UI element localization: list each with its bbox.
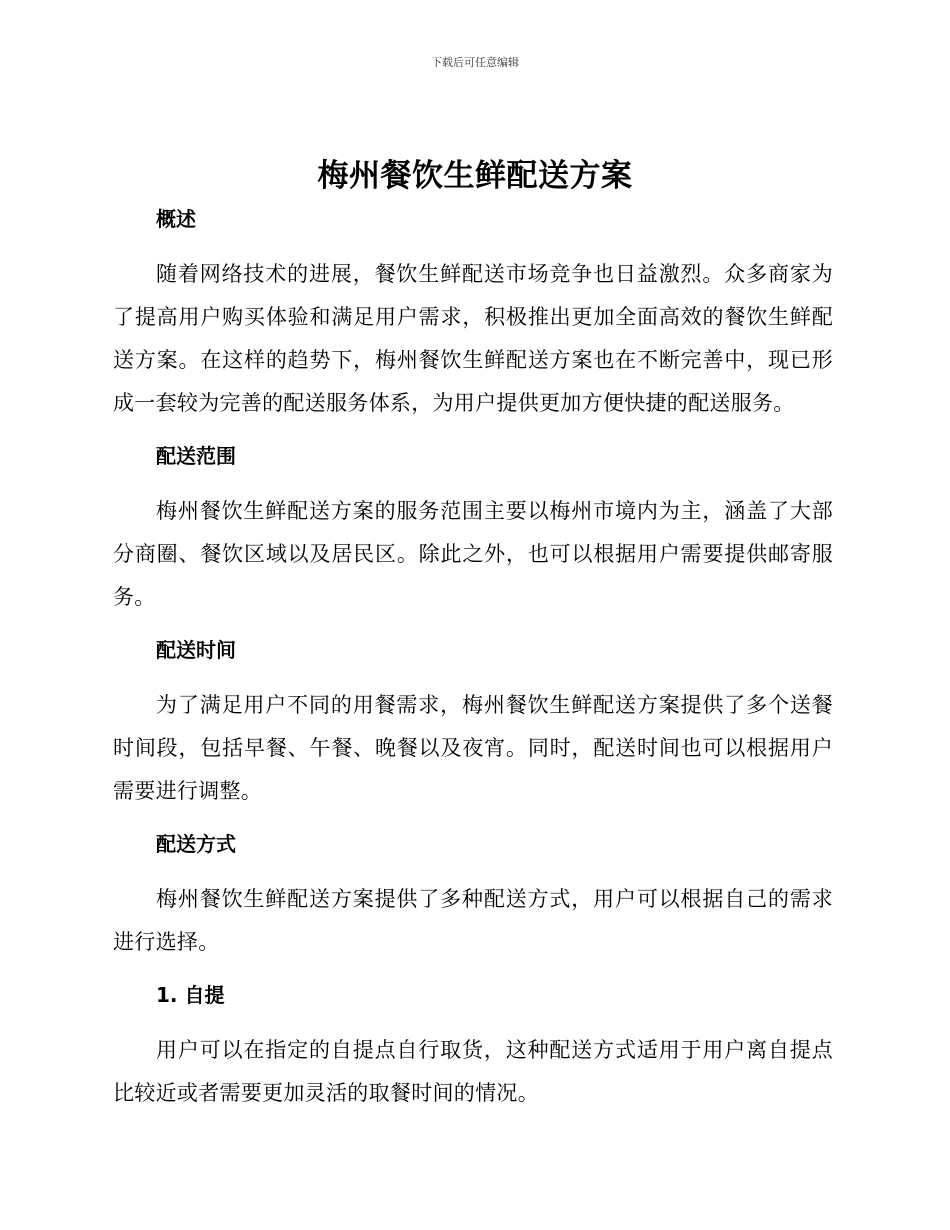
section-paragraph: 随着网络技术的进展，餐饮生鲜配送市场竞争也日益激烈。众多商家为了提高用户购买体验和满足用户需求，积极推出更加全面高效的餐饮生鲜配送方案。在这样的趋势下，梅州餐饮生鲜配送方案也在不断完善中，现已形成一套较为完善的配送服务体系，为用户提供更加方便快捷的配送服务。 <box>113 262 833 415</box>
section-delivery-range <box>113 437 833 631</box>
section-heading: 配送范围 <box>156 444 236 468</box>
section-paragraph: 用户可以在指定的自提点自行取货，这种配送方式适用于用户离自提点比较近或者需要更加灵活的取餐时间的情况。 <box>113 1038 833 1105</box>
section-heading: 概述 <box>156 207 196 231</box>
section-overview <box>113 200 833 437</box>
section-paragraph: 梅州餐饮生鲜配送方案提供了多种配送方式，用户可以根据自己的需求进行选择。 <box>113 887 833 954</box>
section-heading: 1. 自提 <box>156 983 225 1007</box>
section-heading: 配送时间 <box>156 638 236 662</box>
section-paragraph: 为了满足用户不同的用餐需求，梅州餐饮生鲜配送方案提供了多个送餐时间段，包括早餐、午餐、晚餐以及夜宵。同时，配送时间也可以根据用户需要进行调整。 <box>113 693 833 803</box>
page-header-note: 下载后可任意编辑 <box>431 56 519 69</box>
section-paragraph: 梅州餐饮生鲜配送方案的服务范围主要以梅州市境内为主，涵盖了大部分商圈、餐饮区域以及居民区。除此之外，也可以根据用户需要提供邮寄服务。 <box>113 499 833 609</box>
section-delivery-method <box>113 825 833 976</box>
document-title: 梅州餐饮生鲜配送方案 <box>317 158 633 194</box>
section-self-pickup <box>113 976 833 1115</box>
section-heading: 配送方式 <box>156 832 236 856</box>
document-body <box>113 200 833 1115</box>
section-delivery-time <box>113 631 833 825</box>
